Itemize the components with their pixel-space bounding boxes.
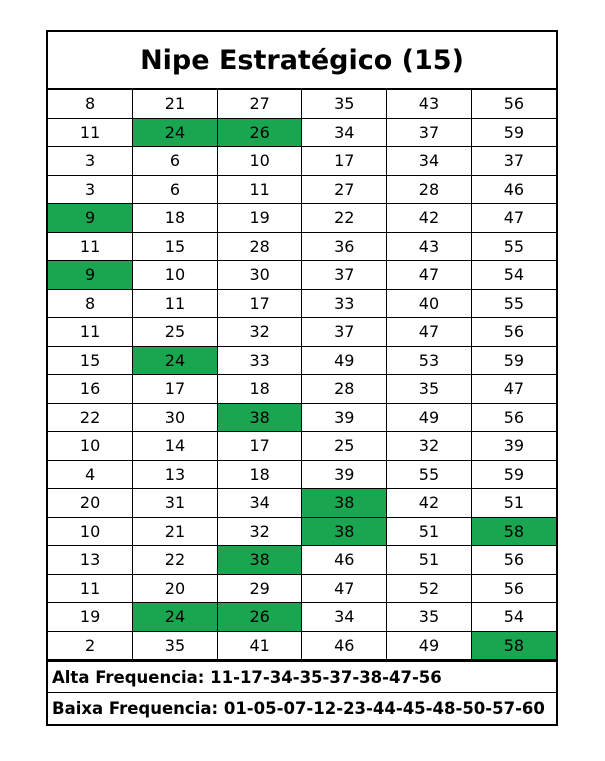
number-cell[interactable]: 19	[217, 204, 302, 233]
number-cell[interactable]: 56	[471, 403, 556, 432]
highlighted-number-cell[interactable]: 9	[48, 204, 133, 233]
number-cell[interactable]: 59	[471, 460, 556, 489]
number-cell[interactable]: 43	[387, 232, 472, 261]
table-row	[48, 118, 556, 147]
number-cell[interactable]: 34	[387, 147, 472, 176]
number-cell[interactable]: 11	[48, 318, 133, 347]
number-cell[interactable]: 55	[471, 232, 556, 261]
number-cell[interactable]: 35	[302, 90, 387, 118]
number-cell[interactable]: 55	[471, 289, 556, 318]
number-cell[interactable]: 35	[387, 603, 472, 632]
number-cell[interactable]: 39	[302, 460, 387, 489]
number-cell[interactable]: 51	[387, 546, 472, 575]
highlighted-number-cell[interactable]: 38	[217, 546, 302, 575]
number-cell[interactable]: 37	[471, 147, 556, 176]
highlighted-number-cell[interactable]: 38	[217, 403, 302, 432]
highlighted-number-cell[interactable]: 24	[133, 603, 218, 632]
number-cell[interactable]: 40	[387, 289, 472, 318]
number-cell[interactable]: 32	[217, 318, 302, 347]
number-cell[interactable]: 36	[302, 232, 387, 261]
number-cell[interactable]: 20	[48, 489, 133, 518]
number-cell[interactable]: 11	[133, 289, 218, 318]
number-cell[interactable]: 43	[387, 90, 472, 118]
table-row	[48, 517, 556, 546]
number-cell[interactable]: 51	[471, 489, 556, 518]
number-cell[interactable]: 31	[133, 489, 218, 518]
number-cell[interactable]: 27	[302, 175, 387, 204]
table-row	[48, 546, 556, 575]
high-frequency-line: Alta Frequencia: 11-17-34-35-37-38-47-56	[48, 660, 556, 692]
spreadsheet-sheet	[46, 30, 558, 726]
number-cell[interactable]: 47	[471, 204, 556, 233]
table-row	[48, 460, 556, 489]
number-cell[interactable]: 56	[471, 574, 556, 603]
number-cell[interactable]: 47	[387, 318, 472, 347]
number-cell[interactable]: 54	[471, 261, 556, 290]
table-row	[48, 90, 556, 118]
highlighted-number-cell[interactable]: 58	[471, 631, 556, 660]
number-cell[interactable]: 18	[133, 204, 218, 233]
table-row	[48, 631, 556, 660]
number-cell[interactable]: 11	[48, 574, 133, 603]
number-cell[interactable]: 30	[217, 261, 302, 290]
number-cell[interactable]: 15	[48, 346, 133, 375]
number-cell[interactable]: 22	[133, 546, 218, 575]
highlighted-number-cell[interactable]: 24	[133, 118, 218, 147]
number-cell[interactable]: 6	[133, 175, 218, 204]
number-cell[interactable]: 37	[387, 118, 472, 147]
number-cell[interactable]: 8	[48, 289, 133, 318]
number-cell[interactable]: 37	[302, 261, 387, 290]
highlighted-number-cell[interactable]: 26	[217, 118, 302, 147]
number-cell[interactable]: 52	[387, 574, 472, 603]
number-cell[interactable]: 22	[48, 403, 133, 432]
number-cell[interactable]: 22	[302, 204, 387, 233]
number-cell[interactable]: 47	[387, 261, 472, 290]
number-cell[interactable]: 42	[387, 489, 472, 518]
table-row	[48, 574, 556, 603]
number-cell[interactable]: 33	[217, 346, 302, 375]
number-cell[interactable]: 17	[302, 147, 387, 176]
table-row	[48, 232, 556, 261]
number-cell[interactable]: 39	[302, 403, 387, 432]
number-grid-body	[48, 90, 556, 660]
number-cell[interactable]: 6	[133, 147, 218, 176]
number-cell[interactable]: 28	[387, 175, 472, 204]
table-row	[48, 403, 556, 432]
number-cell[interactable]: 17	[217, 289, 302, 318]
number-cell[interactable]: 55	[387, 460, 472, 489]
number-cell[interactable]: 42	[387, 204, 472, 233]
table-row	[48, 346, 556, 375]
number-cell[interactable]: 3	[48, 147, 133, 176]
number-cell[interactable]: 4	[48, 460, 133, 489]
number-cell[interactable]: 8	[48, 90, 133, 118]
table-row	[48, 147, 556, 176]
table-row	[48, 261, 556, 290]
number-cell[interactable]: 53	[387, 346, 472, 375]
number-grid	[48, 90, 556, 660]
number-cell[interactable]: 32	[217, 517, 302, 546]
number-cell[interactable]: 34	[302, 118, 387, 147]
number-cell[interactable]: 34	[302, 603, 387, 632]
number-cell[interactable]: 20	[133, 574, 218, 603]
number-cell[interactable]: 3	[48, 175, 133, 204]
number-cell[interactable]: 25	[302, 432, 387, 461]
number-cell[interactable]: 2	[48, 631, 133, 660]
highlighted-number-cell[interactable]: 9	[48, 261, 133, 290]
table-row	[48, 489, 556, 518]
table-row	[48, 375, 556, 404]
number-cell[interactable]: 28	[302, 375, 387, 404]
number-cell[interactable]: 59	[471, 346, 556, 375]
table-row	[48, 175, 556, 204]
number-cell[interactable]: 39	[471, 432, 556, 461]
number-cell[interactable]: 46	[302, 546, 387, 575]
number-cell[interactable]: 13	[48, 546, 133, 575]
number-cell[interactable]: 11	[217, 175, 302, 204]
number-cell[interactable]: 47	[471, 375, 556, 404]
number-cell[interactable]: 56	[471, 318, 556, 347]
highlighted-number-cell[interactable]: 58	[471, 517, 556, 546]
highlighted-number-cell[interactable]: 24	[133, 346, 218, 375]
table-row	[48, 204, 556, 233]
number-cell[interactable]: 17	[133, 375, 218, 404]
number-cell[interactable]: 18	[217, 460, 302, 489]
number-cell[interactable]: 11	[48, 118, 133, 147]
number-cell[interactable]: 17	[217, 432, 302, 461]
number-cell[interactable]: 14	[133, 432, 218, 461]
number-cell[interactable]: 35	[387, 375, 472, 404]
table-row	[48, 603, 556, 632]
table-row	[48, 289, 556, 318]
number-cell[interactable]: 34	[217, 489, 302, 518]
number-cell[interactable]: 11	[48, 232, 133, 261]
number-cell[interactable]: 49	[302, 346, 387, 375]
number-cell[interactable]: 10	[217, 147, 302, 176]
number-cell[interactable]: 15	[133, 232, 218, 261]
number-cell[interactable]: 18	[217, 375, 302, 404]
number-cell[interactable]: 10	[48, 517, 133, 546]
sheet-title: Nipe Estratégico (15)	[48, 32, 556, 90]
number-cell[interactable]: 46	[302, 631, 387, 660]
number-cell[interactable]: 35	[133, 631, 218, 660]
number-cell[interactable]: 25	[133, 318, 218, 347]
table-row	[48, 432, 556, 461]
number-cell[interactable]: 10	[48, 432, 133, 461]
number-cell[interactable]: 56	[471, 546, 556, 575]
number-cell[interactable]: 21	[133, 517, 218, 546]
number-cell[interactable]: 49	[387, 631, 472, 660]
number-cell[interactable]: 46	[471, 175, 556, 204]
highlighted-number-cell[interactable]: 26	[217, 603, 302, 632]
number-cell[interactable]: 33	[302, 289, 387, 318]
low-frequency-line: Baixa Frequencia: 01-05-07-12-23-44-45-48-50-57-60	[48, 692, 556, 724]
table-row	[48, 318, 556, 347]
number-cell[interactable]: 54	[471, 603, 556, 632]
number-cell[interactable]: 28	[217, 232, 302, 261]
highlighted-number-cell[interactable]: 38	[302, 517, 387, 546]
number-cell[interactable]: 19	[48, 603, 133, 632]
number-cell[interactable]: 10	[133, 261, 218, 290]
number-cell[interactable]: 51	[387, 517, 472, 546]
number-cell[interactable]: 56	[471, 90, 556, 118]
number-cell[interactable]: 59	[471, 118, 556, 147]
number-cell[interactable]: 16	[48, 375, 133, 404]
number-cell[interactable]: 27	[217, 90, 302, 118]
number-cell[interactable]: 21	[133, 90, 218, 118]
number-cell[interactable]: 49	[387, 403, 472, 432]
number-cell[interactable]: 13	[133, 460, 218, 489]
number-cell[interactable]: 29	[217, 574, 302, 603]
number-cell[interactable]: 47	[302, 574, 387, 603]
number-cell[interactable]: 30	[133, 403, 218, 432]
highlighted-number-cell[interactable]: 38	[302, 489, 387, 518]
number-cell[interactable]: 41	[217, 631, 302, 660]
number-cell[interactable]: 32	[387, 432, 472, 461]
number-cell[interactable]: 37	[302, 318, 387, 347]
